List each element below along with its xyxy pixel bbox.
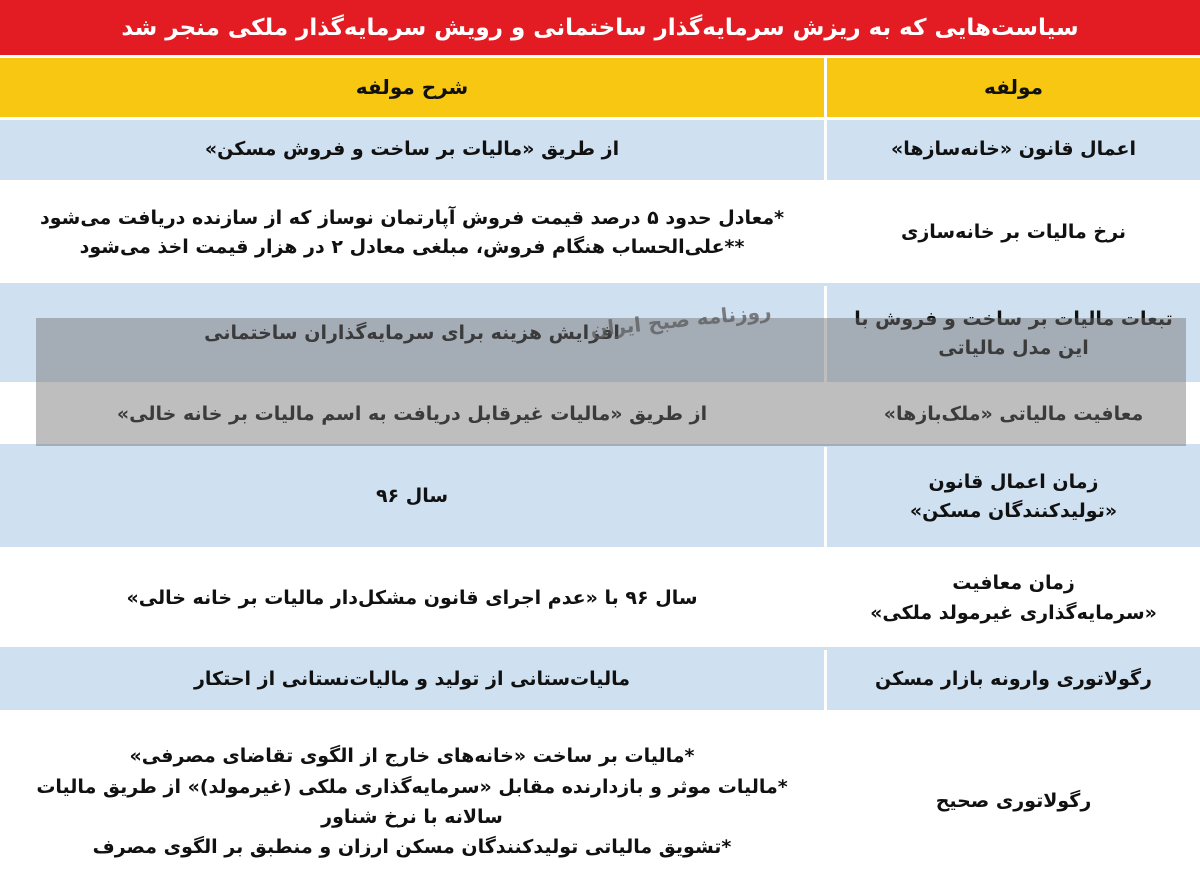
header-row	[0, 58, 1200, 120]
row-name-line: معافیت مالیاتی «ملک‌بازها»	[883, 402, 1144, 425]
row-name-line: رگولاتوری صحیح	[935, 790, 1092, 813]
row-name	[824, 286, 1200, 382]
row-desc-line: افزایش هزینه برای سرمایه‌گذاران ساختمانی	[204, 322, 620, 345]
table-row	[0, 550, 1200, 650]
row-desc-line: **علی‌الحساب هنگام فروش، مبلغی معادل ۲ در هزار قیمت اخذ می‌شود	[79, 236, 745, 258]
header-desc: شرح مولفه	[0, 58, 824, 117]
row-name	[824, 550, 1200, 647]
row-name-line: «سرمایه‌گذاری غیرمولد ملکی»	[870, 601, 1157, 624]
row-desc	[0, 550, 824, 647]
table-row	[0, 447, 1200, 550]
row-name-line: زمان اعمال قانون	[928, 470, 1099, 493]
row-desc	[0, 650, 824, 710]
row-name-line: تبعات مالیات بر ساخت و فروش با	[854, 307, 1173, 330]
row-name-line: اعمال قانون «خانه‌سازها»	[891, 138, 1137, 161]
row-desc-line: *مالیات موثر و بازدارنده مقابل «سرمایه‌گذاری ملکی (غیرمولد)» از طریق مالیات	[36, 775, 788, 798]
row-desc	[0, 120, 824, 180]
row-desc-line: از طریق «مالیات غیرقابل دریافت به اسم مالیات بر خانه خالی»	[116, 402, 708, 425]
row-desc-line: از طریق «مالیات بر ساخت و فروش مسکن»	[204, 138, 620, 161]
row-desc-line: سال ۹۶ با «عدم اجرای قانون مشکل‌دار مالیات بر خانه خالی»	[126, 586, 698, 609]
table-row	[0, 713, 1200, 891]
row-name-line: «تولیدکنندگان مسکن»	[909, 500, 1118, 522]
table-row	[0, 120, 1200, 183]
row-name	[824, 120, 1200, 180]
table-row	[0, 385, 1200, 447]
row-desc	[0, 286, 824, 382]
table-row	[0, 650, 1200, 713]
row-desc-line: *معادل حدود ۵ درصد قیمت فروش آپارتمان نوساز که از سازنده دریافت می‌شود	[39, 206, 785, 229]
row-desc	[0, 713, 824, 891]
row-name	[824, 650, 1200, 710]
row-desc	[0, 447, 824, 547]
row-desc	[0, 385, 824, 444]
row-desc-line: *تشویق مالیاتی تولیدکنندگان مسکن ارزان و منطبق بر الگوی مصرف	[92, 836, 732, 859]
row-desc-line: سال ۹۶	[375, 485, 449, 508]
row-name-line: رگولاتوری وارونه بازار مسکن	[875, 668, 1152, 691]
row-name	[824, 183, 1200, 283]
row-name	[824, 447, 1200, 547]
row-desc-line: *مالیات بر ساخت «خانه‌های خارج از الگوی تقاضای مصرفی»	[129, 745, 695, 768]
row-desc-line: مالیات‌ستانی از تولید و مالیات‌نستانی از احتکار	[193, 668, 631, 691]
row-name-line: نرخ مالیات بر خانه‌سازی	[900, 221, 1127, 244]
table-row	[0, 183, 1200, 286]
watermark-text: روزنامه صبح ایران	[589, 298, 773, 342]
row-name-line: این مدل مالیاتی	[938, 337, 1089, 359]
table-title: سیاست‌هایی که به ریزش سرمایه‌گذار ساختمانی و رویش سرمایه‌گذار ملکی منجر شد	[0, 0, 1200, 58]
row-name	[824, 713, 1200, 891]
row-name	[824, 385, 1200, 444]
header-name: مولفه	[824, 58, 1200, 117]
row-name-line: زمان معافیت	[952, 572, 1075, 595]
row-desc-line: سالانه با نرخ شناور	[321, 806, 503, 828]
row-desc	[0, 183, 824, 283]
